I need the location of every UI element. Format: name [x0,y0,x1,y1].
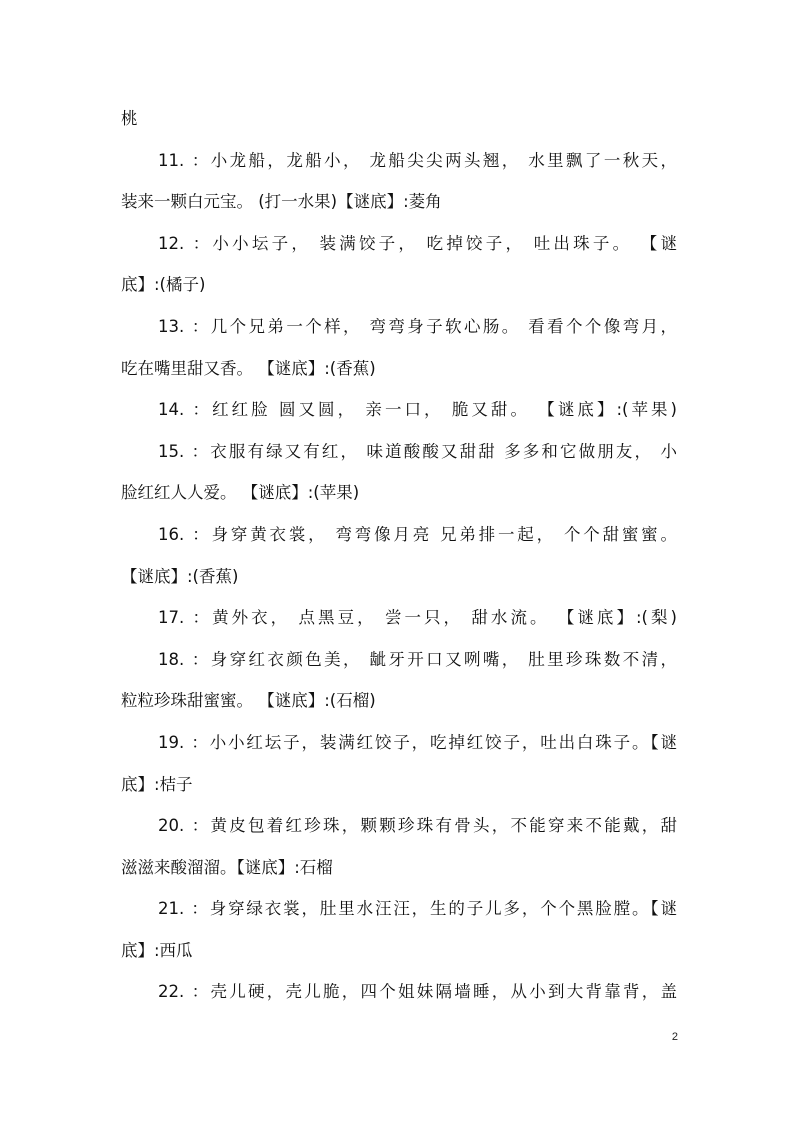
text-line: 吃在嘴里甜又香。 【谜底】:(香蕉) [121,358,376,378]
page-number: 2 [671,1031,678,1043]
riddle-line: 22. ：壳儿硬，壳儿脆，四个姐妹隔墙睡，从小到大背靠背，盖 [158,982,677,1002]
text-line: 底】:桔子 [121,774,193,794]
riddle-line: 18. ：身穿红衣颜色美， 龇牙开口又咧嘴， 肚里珍珠数不清， [158,649,677,669]
riddle-line: 13. ：几个兄弟一个样， 弯弯身子软心肠。 看看个个像弯月， [158,316,677,336]
text-line: 脸红红人人爱。 【谜底】:(苹果) [121,483,360,503]
riddle-line: 21. ：身穿绿衣裳，肚里水汪汪，生的子儿多，个个黑脸膛。【谜 [158,899,677,919]
text-line: 装来一颗白元宝。 (打一水果)【谜底】:菱角 [121,192,442,212]
text-line: 底】:(橘子) [121,275,206,295]
riddle-line: 17. ：黄外衣， 点黑豆， 尝一只， 甜水流。 【谜底】:(梨) [158,608,677,628]
text-line: 底】:西瓜 [121,940,193,960]
riddle-text-body [121,98,677,1013]
riddle-line: 15. ：衣服有绿又有红， 味道酸酸又甜甜 多多和它做朋友， 小 [158,441,677,461]
riddle-line: 11. ：小龙船，龙船小， 龙船尖尖两头翘， 水里飘了一秋天， [158,150,677,170]
riddle-line: 19. ：小小红坛子，装满红饺子，吃掉红饺子，吐出白珠子。【谜 [158,732,677,752]
riddle-line: 20. ：黄皮包着红珍珠，颗颗珍珠有骨头，不能穿来不能戴，甜 [158,816,677,836]
riddle-line: 16. ：身穿黄衣裳， 弯弯像月亮 兄弟排一起， 个个甜蜜蜜。 [158,524,677,544]
text-line: 粒粒珍珠甜蜜蜜。 【谜底】:(石榴) [121,691,376,711]
text-line: 滋滋来酸溜溜。【谜底】:石榴 [121,857,333,877]
riddle-line: 12. ：小小坛子， 装满饺子， 吃掉饺子， 吐出珠子。 【谜 [158,233,677,253]
text-line: 【谜底】:(香蕉) [121,566,239,586]
riddle-line: 14. ：红红脸 圆又圆， 亲一口， 脆又甜。 【谜底】:(苹果) [158,400,677,420]
text-line: 桃 [121,109,138,128]
